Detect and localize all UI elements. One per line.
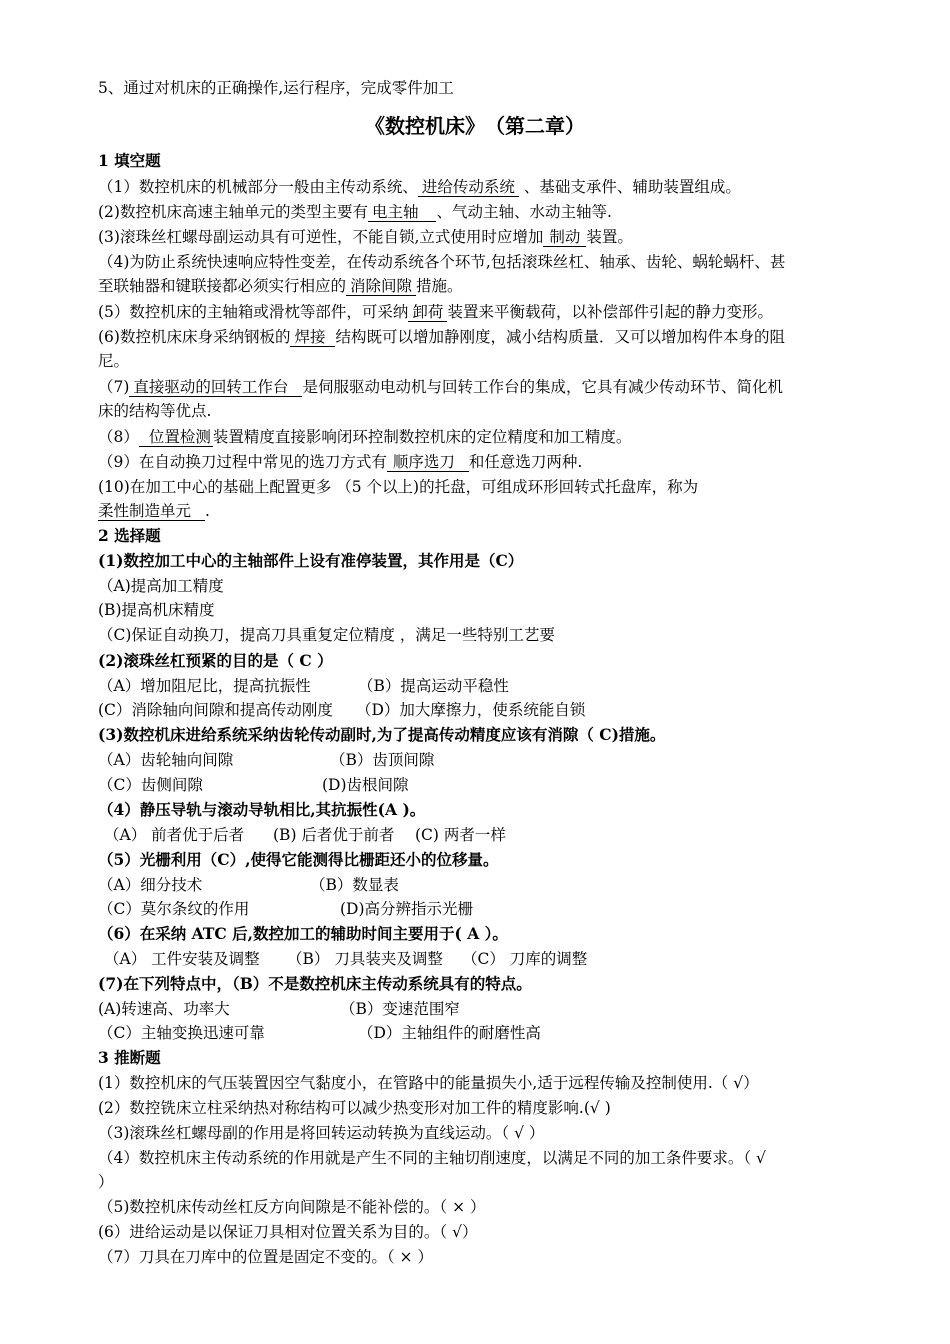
fill-q8: （8） 位置检测 装置精度直接影响闭环控制数控机床的定位精度和加工精度。	[98, 428, 632, 446]
choice-q6-option-a: （A） 工件安装及调整	[104, 950, 260, 968]
judge-q1: (1）数控机床的气压装置因空气黏度小，在管路中的能量损失小,适于远程传输及控制使用.（ √）	[98, 1074, 759, 1092]
fill-q7-line1: （7) 直接驱动的回转工作台 是伺服驱动电动机与回转工作台的集成，它具有减少传动环节、简化机	[98, 378, 783, 396]
choice-q7-stem: (7)在下列特点中，（B）不是数控机床主传动系统具有的特点。	[98, 974, 532, 993]
choice-q1-option-b: (B)提高机床精度	[98, 601, 215, 619]
judge-q3: （3)滚珠丝杠螺母副的作用是将回转运动转换为直线运动。（ √ ）	[98, 1124, 545, 1142]
judge-q7: （7）刀具在刀库中的位置是固定不变的。（ × ）	[98, 1248, 433, 1266]
choice-q3-option-d: (D)齿根间隙	[322, 776, 409, 794]
judge-q6: (6）进给运动是以保证刀具相对位置关系为目的。（ √）	[98, 1223, 478, 1241]
choice-q5-option-a: （A）细分技术	[98, 876, 203, 894]
choice-q5-stem: （5）光栅利用（C）,使得它能测得比栅距还小的位移量。	[98, 850, 499, 869]
choice-q3-option-a: （A）齿轮轴向间隙	[98, 751, 234, 769]
choice-q7-option-d: （D）主轴组件的耐磨性高	[358, 1024, 541, 1042]
choice-q2-option-b: （B）提高运动平稳性	[358, 677, 509, 695]
fill-q2-answer: 电主轴	[368, 203, 437, 222]
fill-q5-answer: 卸荷	[408, 303, 447, 322]
choice-q1-option-a: （A)提高加工精度	[98, 577, 224, 595]
fill-q5: (5）数控机床的主轴箱或滑枕等部件，可采纳 卸荷 装置来平衡载荷，以补偿部件引起的静力变形。	[98, 303, 773, 321]
choice-q2-stem: (2)滚珠丝杠预紧的目的是（ C ）	[98, 651, 333, 670]
fill-q3: (3)滚珠丝杠螺母副运动具有可逆性，不能自锁,立式使用时应增加 制动 装置。	[98, 228, 633, 246]
judge-q2: (2）数控铣床立柱采纳热对称结构可以减少热变形对加工件的精度影响.(√ )	[98, 1099, 611, 1117]
choice-q7-option-b: （B）变速范围窄	[340, 1000, 460, 1018]
fill-q1-answer: 进给传动系统	[418, 178, 519, 197]
choice-q5-option-c: （C）莫尔条纹的作用	[98, 900, 250, 918]
fill-q4-answer: 消除间隙	[346, 277, 416, 296]
chapter-title: 《数控机床》 （第二章）	[365, 114, 585, 138]
choice-q5-option-b: （B）数显表	[310, 876, 399, 894]
choice-q2-option-c: (C）消除轴向间隙和提高传动刚度	[98, 701, 333, 719]
section-judge-heading: 3 推断题	[98, 1048, 161, 1067]
choice-q1-stem: (1)数控加工中心的主轴部件上设有准停装置，其作用是（C）	[98, 551, 524, 570]
choice-q1-option-c: （C)保证自动换刀，提高刀具重复定位精度 ，满足一些特别工艺要	[98, 626, 555, 644]
choice-q7-option-a: (A)转速高、功率大	[98, 1000, 230, 1018]
choice-q4-option-a: （A） 前者优于后者	[104, 826, 245, 844]
choice-q3-stem: (3)数控机床进给系统采纳齿轮传动副时,为了提高传动精度应该有消隙（ C)措施。	[98, 725, 666, 744]
choice-q7-option-c: （C）主轴变换迅速可靠	[98, 1024, 265, 1042]
choice-q3-option-c: （C）齿侧间隙	[98, 776, 203, 794]
judge-q5: （5)数控机床传动丝杠反方向间隙是不能补偿的。（ × ）	[98, 1198, 486, 1216]
fill-q8-answer: 位置检测	[139, 428, 213, 447]
choice-q4-stem: （4）静压导轨与滚动导轨相比,其抗振性(A )。	[98, 800, 426, 819]
judge-q4-line1: （4）数控机床主传动系统的作用就是产生不同的主轴切削速度，以满足不同的加工条件要求。（ √	[98, 1149, 766, 1167]
fill-q2: (2)数控机床高速主轴单元的类型主要有 电主轴 、气动主轴、水动主轴等.	[98, 203, 612, 221]
top-line: 5、通过对机床的正确操作,运行程序，完成零件加工	[98, 79, 454, 97]
fill-q3-answer: 制动	[543, 228, 586, 247]
fill-q9: （9）在自动换刀过程中常见的选刀方式有 顺序选刀 和任意选刀两种.	[98, 453, 583, 471]
choice-q2-option-a: （A）增加阻尼比，提高抗振性	[98, 677, 311, 695]
fill-q6-line2: 尼。	[98, 352, 130, 370]
choice-q4-option-c: (C) 两者一样	[415, 826, 506, 844]
fill-q9-answer: 顺序选刀	[387, 453, 469, 472]
choice-q6-stem: （6）在采纳 ATC 后,数控加工的辅助时间主要用于( A ）。	[98, 924, 508, 943]
fill-q6-answer: 焊接	[290, 328, 335, 347]
fill-q1: （1）数控机床的机械部分一般由主传动系统、 进给传动系统 、基础支承件、辅助装置组成。	[98, 178, 741, 196]
fill-q4-line2: 至联轴器和键联接都必须实行相应的 消除间隙 措施。	[98, 277, 463, 295]
fill-q10-line1: (10)在加工中心的基础上配置更多 （5 个以上)的托盘，可组成环形回转式托盘库，称为	[98, 478, 699, 496]
judge-q4-line2: ）	[98, 1173, 114, 1191]
fill-q7-line2: 床的结构等优点.	[98, 402, 212, 420]
section-fill-heading: 1 填空题	[98, 151, 161, 170]
choice-q2-option-d: （D）加大摩擦力，使系统能自锁	[356, 701, 586, 719]
choice-q6-option-b: （B） 刀具装夹及调整	[287, 950, 443, 968]
fill-q7-answer: 直接驱动的回转工作台	[129, 378, 302, 397]
section-choice-heading: 2 选择题	[98, 526, 161, 545]
fill-q6-line1: (6)数控机床床身采纳钢板的 焊接 结构既可以增加静刚度，减小结构质量．又可以增加构件本身的阻	[98, 328, 785, 346]
fill-q4-line1: （4)为防止系统快速响应特性变差，在传动系统各个环节,包括滚珠丝杠、轴承、齿轮、蜗轮蜗杆、甚	[98, 253, 786, 271]
choice-q4-option-b: (B) 后者优于前者	[273, 826, 395, 844]
fill-q10-answer: 柔性制造单元	[98, 502, 205, 521]
fill-q10-line2: 柔性制造单元 .	[98, 502, 210, 520]
choice-q3-option-b: （B）齿顶间隙	[330, 751, 435, 769]
choice-q6-option-c: （C） 刀库的调整	[462, 950, 588, 968]
choice-q5-option-d: (D)高分辨指示光栅	[340, 900, 474, 918]
